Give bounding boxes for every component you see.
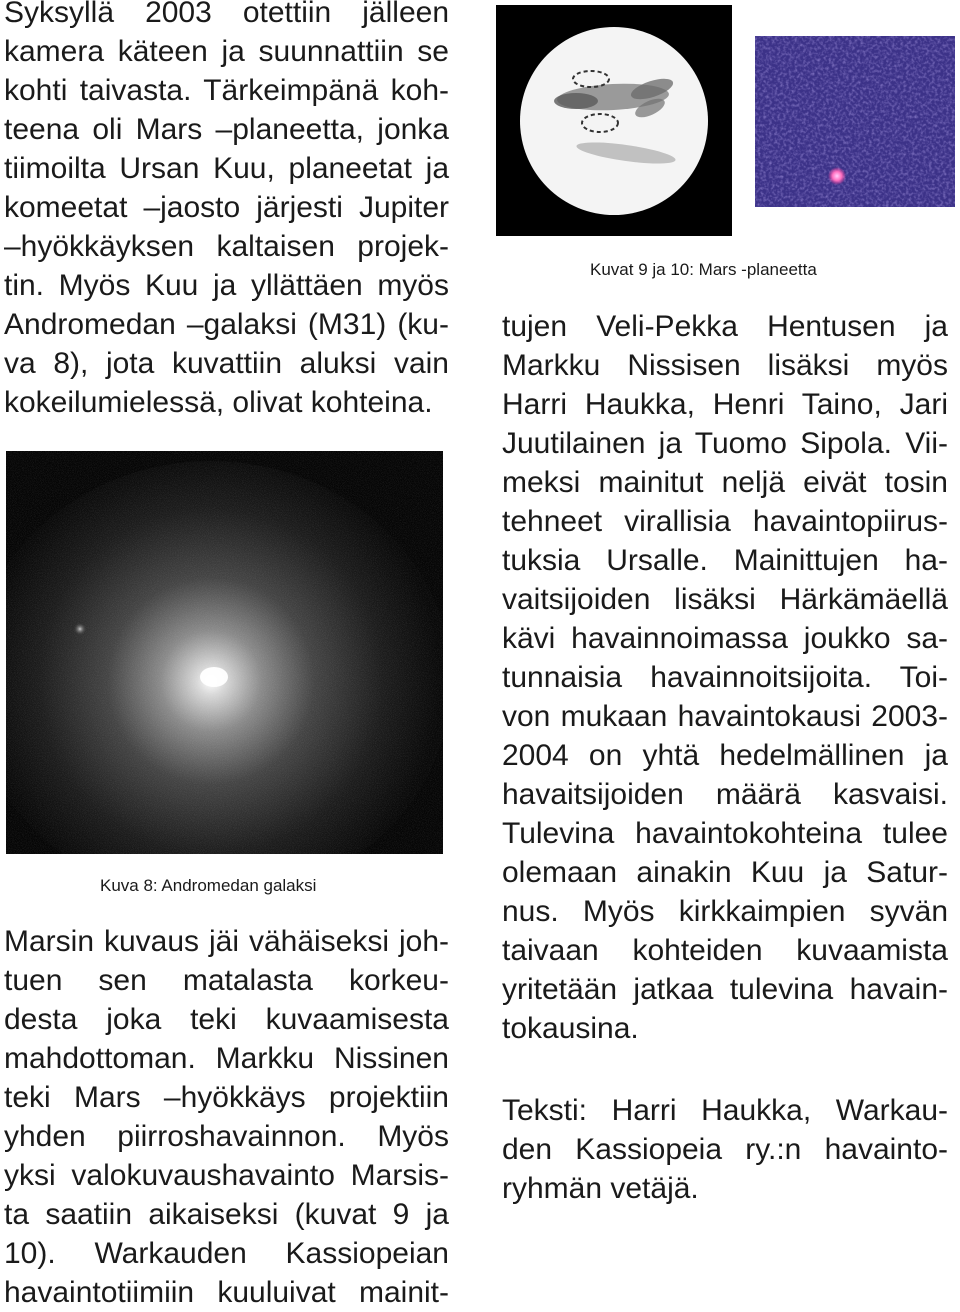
andromeda-galaxy-photo xyxy=(6,451,443,854)
text-line: tuen sen matalasta korkeu- xyxy=(4,964,449,997)
text-line: von mukaan havaintokausi 2003- xyxy=(502,700,948,733)
right-paragraph-1 xyxy=(502,307,948,1048)
text-line: Syksyllä 2003 otettiin jälleen xyxy=(4,0,449,29)
text-line: yksi valokuvaushavainto Marsis- xyxy=(4,1159,449,1192)
text-line: Tulevina havaintokohteina tulee xyxy=(502,817,948,850)
left-paragraph-1 xyxy=(4,0,449,422)
mars-drawing-image xyxy=(496,5,732,236)
text-line: ta saatiin aikaiseksi (kuvat 9 ja xyxy=(4,1198,449,1231)
text-line: teki Mars –hyökkäys projektiin xyxy=(4,1081,449,1114)
text-line: yhden piirroshavainnon. Myös xyxy=(4,1120,449,1153)
text-line: 10). Warkauden Kassiopeian xyxy=(4,1237,449,1270)
text-line: tiimoilta Ursan Kuu, planeetat ja xyxy=(4,152,449,185)
text-line: tunnaisia havainnoitsijoita. Toi- xyxy=(502,661,948,694)
figure-9-10-caption: Kuvat 9 ja 10: Mars -planeetta xyxy=(590,260,817,279)
text-line: ryhmän vetäjä. xyxy=(502,1172,699,1205)
text-line: kamera käteen ja suunnattiin se xyxy=(4,35,449,68)
text-line: tehneet virallisia havaintopiirus- xyxy=(502,505,948,538)
text-line: olemaan ainakin Kuu ja Satur- xyxy=(502,856,948,889)
text-line: den Kassiopeia ry.:n havainto- xyxy=(502,1133,948,1166)
text-line: tuksia Ursalle. Mainittujen ha- xyxy=(502,544,948,577)
text-line: tin. Myös Kuu ja yllättäen myös xyxy=(4,269,449,302)
left-paragraph-2 xyxy=(4,922,449,1312)
text-line: teena oli Mars –planeetta, jonka xyxy=(4,113,449,146)
text-line: havaintotiimiin kuuluivat mainit- xyxy=(4,1276,449,1309)
text-line: –hyökkäyksen kaltaisen projek- xyxy=(4,230,449,263)
text-line: vaitsijoiden lisäksi Härkämäellä xyxy=(502,583,948,616)
text-line: Markku Nissisen lisäksi myös xyxy=(502,349,948,382)
text-line: Harri Haukka, Henri Taino, Jari xyxy=(502,388,948,421)
andromeda-image xyxy=(6,451,443,854)
text-line: taivaan kohteiden kuvaamista xyxy=(502,934,948,967)
text-line: nus. Myös kirkkaimpien syvän xyxy=(502,895,948,928)
text-line: kohti taivasta. Tärkeimpänä koh- xyxy=(4,74,449,107)
text-line: Teksti: Harri Haukka, Warkau- xyxy=(502,1094,948,1127)
text-line: meksi mainitut neljä eivät tosin xyxy=(502,466,948,499)
text-line: mahdottoman. Markku Nissinen xyxy=(4,1042,449,1075)
mars-sketch xyxy=(496,5,732,236)
text-line: yritetään jatkaa tulevina havain- xyxy=(502,973,948,1006)
mars-photo-image xyxy=(755,36,955,207)
text-line: 2004 on yhtä hedelmällinen ja xyxy=(502,739,948,772)
text-line: desta joka teki kuvaamisesta xyxy=(4,1003,449,1036)
text-line: Marsin kuvaus jäi vähäiseksi joh- xyxy=(4,925,449,958)
figure-8-caption: Kuva 8: Andromedan galaksi xyxy=(100,876,317,895)
text-line: Andromedan –galaksi (M31) (ku- xyxy=(4,308,449,341)
text-line: Juutilainen ja Tuomo Sipola. Vii- xyxy=(502,427,948,460)
author-credit xyxy=(502,1091,948,1208)
text-line: kokeilumielessä, olivat kohteina. xyxy=(4,386,433,419)
text-line: kävi havainnoimassa joukko sa- xyxy=(502,622,948,655)
text-line: havaitsijoiden määrä kasvaisi. xyxy=(502,778,948,811)
text-line: tujen Veli-Pekka Hentusen ja xyxy=(502,310,948,343)
text-line: komeetat –jaosto järjesti Jupiter xyxy=(4,191,449,224)
text-line: tokausina. xyxy=(502,1012,639,1045)
text-line: va 8), jota kuvattiin aluksi vain xyxy=(4,347,449,380)
mars-photo xyxy=(755,36,955,207)
